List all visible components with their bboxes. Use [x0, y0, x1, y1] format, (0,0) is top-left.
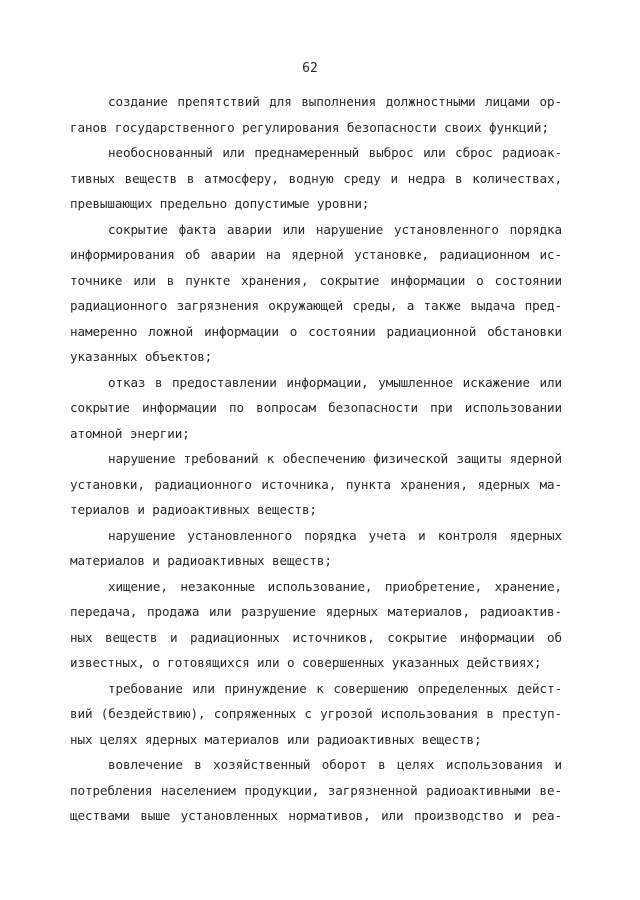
paragraph	[70, 523, 562, 574]
text-line: превышающих предельно допустимые уровни;	[70, 196, 370, 211]
text-line: териалов и радиоактивных веществ;	[70, 502, 317, 517]
paragraph	[70, 446, 562, 523]
paragraph	[70, 217, 562, 370]
text-line: требование или принуждение к совершению определенных дейст-	[108, 680, 562, 696]
text-line: сокрытие факта аварии или нарушение установленного порядка	[108, 221, 562, 237]
text-line: нарушение установленного порядка учета и контроля ядерных	[108, 527, 562, 543]
text-line: передача, продажа или разрушение ядерных материалов, радиоактив-	[70, 604, 562, 619]
text-line: сокрытие информации по вопросам безопасности при использовании	[70, 400, 562, 415]
text-line: потребления населением продукции, загрязненной радиоактивными ве-	[70, 782, 562, 798]
text-line: известных, о готовящихся или о совершенных указанных действиях;	[70, 655, 542, 670]
page-number: 62	[302, 61, 318, 76]
text-line: ществами выше установленных нормативов, или производство и реа-	[70, 808, 562, 823]
paragraph	[70, 89, 562, 140]
text-line: намеренно ложной информации о состоянии радиационной обстановки	[70, 323, 562, 339]
text-line: атомной энергии;	[70, 425, 190, 441]
text-line: точнике или в пункте хранения, сокрытие информации о состоянии	[70, 272, 562, 288]
text-line: хищение, незаконные использование, приобретение, хранение,	[108, 578, 562, 594]
text-line: установки, радиационного источника, пункта хранения, ядерных ма-	[70, 476, 562, 492]
text-line: материалов и радиоактивных веществ;	[70, 553, 332, 568]
text-line: вий (бездействию), сопряженных с угрозой использования в преступ-	[70, 706, 562, 721]
text-line: ных целях ядерных материалов или радиоактивных веществ;	[70, 731, 482, 747]
text-line: необоснованный или преднамеренный выброс или сброс радиоак-	[108, 145, 562, 160]
text-line: тивных веществ в атмосферу, водную среду и недра в количествах,	[70, 170, 562, 186]
text-line: радиационного загрязнения окружающей среды, а также выдача пред-	[70, 298, 562, 313]
text-line: информирования об аварии на ядерной установке, радиационном ис-	[70, 247, 562, 262]
text-line: нарушение требований к обеспечению физической защиты ядерной	[108, 451, 562, 466]
paragraph	[70, 140, 562, 217]
text-line: отказ в предоставлении информации, умышленное искажение или	[108, 374, 562, 390]
text-line: ных веществ и радиационных источников, сокрытие информации об	[70, 629, 562, 645]
text-line: ганов государственного регулирования безопасности своих функций;	[70, 119, 549, 135]
document-body	[70, 89, 562, 829]
text-line: вовлечение в хозяйственный оборот в целях использования и	[108, 757, 562, 772]
paragraph	[70, 370, 562, 447]
text-line: указанных объектов;	[70, 349, 213, 364]
paragraph	[70, 676, 562, 753]
paragraph	[70, 752, 562, 829]
text-line: создание препятствий для выполнения должностными лицами ор-	[108, 94, 562, 109]
paragraph	[70, 574, 562, 676]
